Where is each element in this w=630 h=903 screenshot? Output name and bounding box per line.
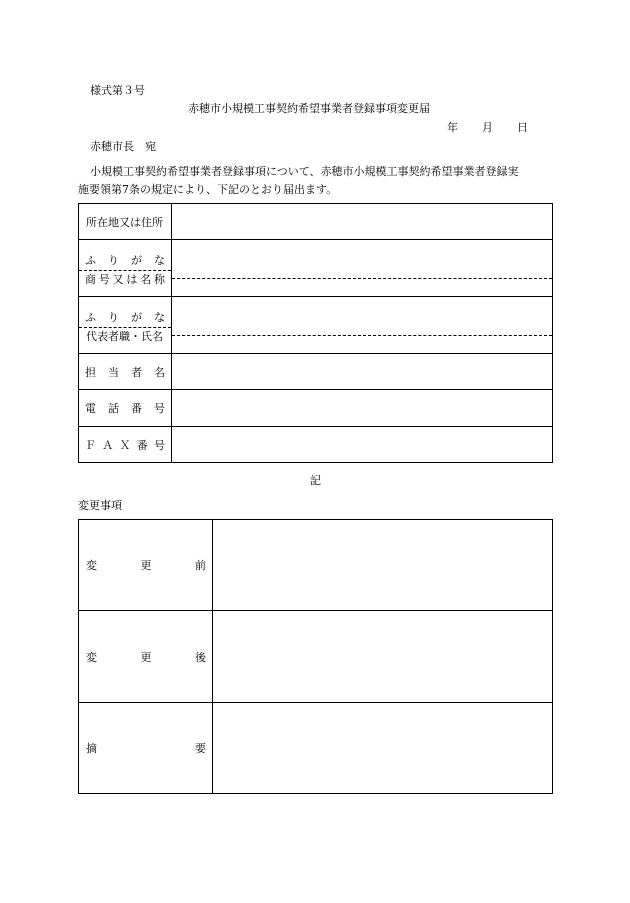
representative-label: 代表者職・氏名 (86, 329, 163, 343)
after-field[interactable] (213, 611, 553, 703)
person-in-charge-field[interactable] (172, 354, 553, 390)
furigana-label-1: ふ り が な (85, 253, 165, 267)
fax-label-cell (79, 427, 172, 463)
fax-label: Ｆ Ａ Ｘ 番 号 (85, 438, 165, 452)
representative-furigana-input[interactable] (172, 315, 552, 336)
before-field[interactable] (213, 520, 553, 611)
form-number: 様式第３号 (90, 84, 145, 97)
intro-line-2: 施要領第7条の規定により、下記のとおり届出ます。 (78, 183, 338, 196)
address-field[interactable] (172, 204, 553, 240)
person-in-charge-label-cell (79, 354, 172, 390)
form-title: 赤穂市小規模工事契約希望事業者登録事項変更届 (188, 102, 430, 115)
summary-label-cell (79, 703, 213, 794)
phone-label: 電 話 番 号 (85, 402, 165, 415)
fax-field[interactable] (172, 427, 553, 463)
trade-name-label: 商 号 又 は 名 称 (85, 272, 165, 286)
trade-name-label-cell (79, 240, 172, 297)
date-day-label: 日 (517, 121, 528, 134)
intro-line-1: 小規模工事契約希望事業者登録事項について、赤穂市小規模工事契約希望事業者登録実 (90, 165, 519, 178)
changes-heading: 変更事項 (78, 499, 122, 512)
before-label: 変 更 前 (86, 559, 206, 572)
trade-name-field[interactable] (172, 240, 553, 297)
person-in-charge-label: 担 当 者 名 (85, 365, 165, 379)
representative-label-cell (79, 297, 172, 354)
representative-field[interactable] (172, 297, 553, 354)
applicant-table (78, 203, 553, 463)
before-label-cell (79, 520, 213, 611)
after-label: 変 更 後 (86, 650, 206, 664)
summary-field[interactable] (213, 703, 553, 794)
addressee: 赤穂市長 宛 (90, 140, 156, 153)
address-label-cell (79, 204, 172, 240)
phone-label-cell (79, 390, 172, 427)
after-label-cell (79, 611, 213, 703)
phone-field[interactable] (172, 390, 553, 427)
summary-label: 摘 要 (86, 742, 206, 755)
date-year-label: 年 (447, 121, 458, 134)
address-label: 所在地又は住所 (86, 215, 163, 229)
date-month-label: 月 (482, 121, 493, 134)
ki-mark: 記 (310, 474, 321, 487)
trade-name-furigana-input[interactable] (172, 258, 552, 279)
furigana-label-2: ふ り が な (85, 310, 165, 324)
changes-table (78, 519, 553, 794)
